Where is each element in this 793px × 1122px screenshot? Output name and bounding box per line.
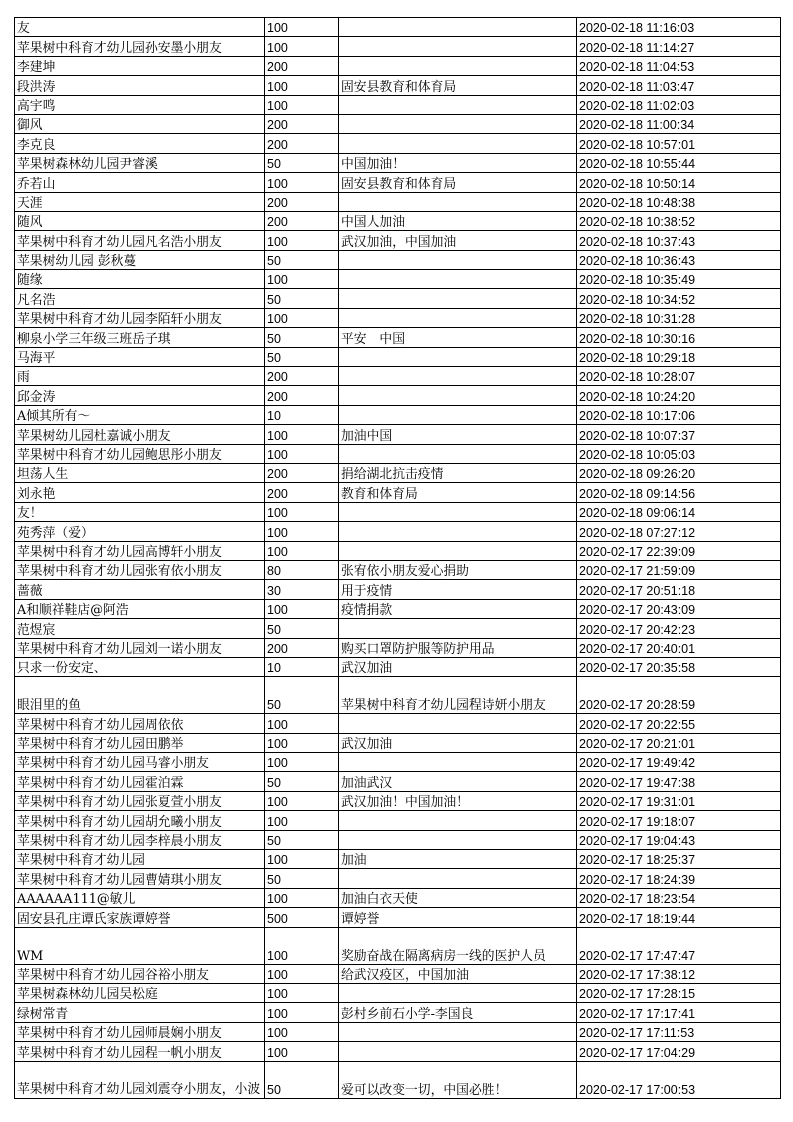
timestamp-cell: 2020-02-17 17:17:41 xyxy=(577,1003,781,1022)
timestamp-cell: 2020-02-17 17:47:47 xyxy=(577,927,781,964)
donor-name-cell: 马海平 xyxy=(15,347,265,366)
donor-name-cell: 苹果树中科育才幼儿园凡名浩小朋友 xyxy=(15,231,265,250)
timestamp-cell: 2020-02-18 09:14:56 xyxy=(577,483,781,502)
amount-cell: 200 xyxy=(265,56,339,75)
amount-cell: 100 xyxy=(265,811,339,830)
amount-cell: 100 xyxy=(265,927,339,964)
timestamp-cell: 2020-02-18 09:06:14 xyxy=(577,502,781,521)
table-row xyxy=(15,1003,781,1022)
donor-name-cell: 苹果树中科育才幼儿园霍泊霖 xyxy=(15,772,265,791)
table-row xyxy=(15,211,781,230)
table-row xyxy=(15,657,781,676)
message-cell xyxy=(339,522,577,541)
message-cell xyxy=(339,114,577,133)
timestamp-cell: 2020-02-18 11:04:53 xyxy=(577,56,781,75)
timestamp-cell: 2020-02-17 20:42:23 xyxy=(577,619,781,638)
table-row xyxy=(15,869,781,888)
amount-cell: 50 xyxy=(265,153,339,172)
message-cell: 加油白衣天使 xyxy=(339,888,577,907)
donor-name-cell: 雨 xyxy=(15,367,265,386)
timestamp-cell: 2020-02-18 11:14:27 xyxy=(577,37,781,56)
amount-cell: 100 xyxy=(265,541,339,560)
table-row xyxy=(15,134,781,153)
timestamp-cell: 2020-02-17 19:31:01 xyxy=(577,791,781,810)
donor-name-cell: 友！ xyxy=(15,502,265,521)
timestamp-cell: 2020-02-17 18:23:54 xyxy=(577,888,781,907)
amount-cell: 100 xyxy=(265,714,339,733)
donor-name-cell: 苹果树森林幼儿园吴松庭 xyxy=(15,983,265,1002)
amount-cell: 200 xyxy=(265,367,339,386)
donor-name-cell: 苹果树中科育才幼儿园张宥依小朋友 xyxy=(15,560,265,579)
donor-name-cell: 高宇鸣 xyxy=(15,95,265,114)
timestamp-cell: 2020-02-18 10:07:37 xyxy=(577,425,781,444)
table-row xyxy=(15,888,781,907)
donor-name-cell: 苹果树中科育才幼儿园孙安墨小朋友 xyxy=(15,37,265,56)
timestamp-cell: 2020-02-17 21:59:09 xyxy=(577,560,781,579)
amount-cell: 200 xyxy=(265,114,339,133)
table-row xyxy=(15,425,781,444)
table-row xyxy=(15,483,781,502)
message-cell xyxy=(339,502,577,521)
message-cell xyxy=(339,386,577,405)
donor-name-cell: 苹果树中科育才幼儿园李梓晨小朋友 xyxy=(15,830,265,849)
timestamp-cell: 2020-02-18 10:48:38 xyxy=(577,192,781,211)
table-row xyxy=(15,580,781,599)
timestamp-cell: 2020-02-17 17:00:53 xyxy=(577,1061,781,1098)
message-cell xyxy=(339,192,577,211)
table-row xyxy=(15,192,781,211)
table-row xyxy=(15,444,781,463)
donor-name-cell: 苹果树中科育才幼儿园马睿小朋友 xyxy=(15,753,265,772)
amount-cell: 10 xyxy=(265,405,339,424)
table-row xyxy=(15,153,781,172)
message-cell xyxy=(339,811,577,830)
table-row xyxy=(15,76,781,95)
amount-cell: 10 xyxy=(265,657,339,676)
message-cell xyxy=(339,753,577,772)
timestamp-cell: 2020-02-18 10:31:28 xyxy=(577,308,781,327)
timestamp-cell: 2020-02-18 10:29:18 xyxy=(577,347,781,366)
table-row xyxy=(15,811,781,830)
timestamp-cell: 2020-02-17 17:11:53 xyxy=(577,1022,781,1041)
message-cell xyxy=(339,1022,577,1041)
timestamp-cell: 2020-02-18 11:02:03 xyxy=(577,95,781,114)
message-cell xyxy=(339,250,577,269)
timestamp-cell: 2020-02-18 10:30:16 xyxy=(577,328,781,347)
timestamp-cell: 2020-02-18 10:28:07 xyxy=(577,367,781,386)
message-cell: 加油中国 xyxy=(339,425,577,444)
donor-name-cell: 段洪涛 xyxy=(15,76,265,95)
message-cell xyxy=(339,541,577,560)
timestamp-cell: 2020-02-18 09:26:20 xyxy=(577,463,781,482)
amount-cell: 100 xyxy=(265,888,339,907)
donor-name-cell: 苹果树中科育才幼儿园张夏萱小朋友 xyxy=(15,791,265,810)
amount-cell: 50 xyxy=(265,250,339,269)
amount-cell: 100 xyxy=(265,1042,339,1061)
amount-cell: 200 xyxy=(265,386,339,405)
timestamp-cell: 2020-02-18 10:34:52 xyxy=(577,289,781,308)
timestamp-cell: 2020-02-17 19:47:38 xyxy=(577,772,781,791)
donor-name-cell: 眼泪里的鱼 xyxy=(15,677,265,714)
table-row xyxy=(15,599,781,618)
amount-cell: 100 xyxy=(265,173,339,192)
message-cell xyxy=(339,1042,577,1061)
amount-cell: 50 xyxy=(265,619,339,638)
table-row xyxy=(15,908,781,927)
table-row xyxy=(15,560,781,579)
donor-name-cell: 苹果树中科育才幼儿园 xyxy=(15,850,265,869)
message-cell: 苹果树中科育才幼儿园程诗妍小朋友 xyxy=(339,677,577,714)
amount-cell: 200 xyxy=(265,134,339,153)
donor-name-cell: A倾其所有～ xyxy=(15,405,265,424)
table-row xyxy=(15,114,781,133)
table-row xyxy=(15,983,781,1002)
donor-name-cell: AAAAAA111@敏儿 xyxy=(15,888,265,907)
table-row xyxy=(15,791,781,810)
timestamp-cell: 2020-02-18 10:38:52 xyxy=(577,211,781,230)
message-cell xyxy=(339,308,577,327)
amount-cell: 100 xyxy=(265,76,339,95)
amount-cell: 100 xyxy=(265,425,339,444)
amount-cell: 50 xyxy=(265,772,339,791)
donor-name-cell: 绿树常青 xyxy=(15,1003,265,1022)
amount-cell: 100 xyxy=(265,270,339,289)
message-cell xyxy=(339,983,577,1002)
table-row xyxy=(15,772,781,791)
timestamp-cell: 2020-02-17 18:24:39 xyxy=(577,869,781,888)
message-cell xyxy=(339,18,577,37)
timestamp-cell: 2020-02-17 17:04:29 xyxy=(577,1042,781,1061)
message-cell xyxy=(339,37,577,56)
table-row xyxy=(15,95,781,114)
table-row xyxy=(15,56,781,75)
timestamp-cell: 2020-02-17 20:51:18 xyxy=(577,580,781,599)
amount-cell: 100 xyxy=(265,983,339,1002)
donor-name-cell: 固安县孔庄谭氏家族谭婷誉 xyxy=(15,908,265,927)
donor-name-cell: 御风 xyxy=(15,114,265,133)
amount-cell: 100 xyxy=(265,502,339,521)
message-cell: 武汉加油 xyxy=(339,657,577,676)
table-row xyxy=(15,1042,781,1061)
donor-name-cell: 苹果树中科育才幼儿园刘一诺小朋友 xyxy=(15,638,265,657)
amount-cell: 50 xyxy=(265,869,339,888)
message-cell: 彭村乡前石小学-李国良 xyxy=(339,1003,577,1022)
message-cell: 固安县教育和体育局 xyxy=(339,173,577,192)
table-row xyxy=(15,328,781,347)
message-cell xyxy=(339,289,577,308)
amount-cell: 200 xyxy=(265,192,339,211)
donor-name-cell: 友 xyxy=(15,18,265,37)
table-row xyxy=(15,502,781,521)
table-row xyxy=(15,714,781,733)
amount-cell: 100 xyxy=(265,1003,339,1022)
message-cell: 张宥依小朋友爱心捐助 xyxy=(339,560,577,579)
message-cell: 谭婷誉 xyxy=(339,908,577,927)
timestamp-cell: 2020-02-17 18:25:37 xyxy=(577,850,781,869)
table-row xyxy=(15,37,781,56)
timestamp-cell: 2020-02-18 10:57:01 xyxy=(577,134,781,153)
table-row xyxy=(15,1022,781,1041)
donor-name-cell: 柳泉小学三年级三班岳子琪 xyxy=(15,328,265,347)
message-cell: 购买口罩防护服等防护用品 xyxy=(339,638,577,657)
donor-name-cell: 苹果树中科育才幼儿园胡允曦小朋友 xyxy=(15,811,265,830)
message-cell: 平安 中国 xyxy=(339,328,577,347)
timestamp-cell: 2020-02-17 17:38:12 xyxy=(577,964,781,983)
timestamp-cell: 2020-02-17 19:04:43 xyxy=(577,830,781,849)
amount-cell: 100 xyxy=(265,444,339,463)
message-cell xyxy=(339,134,577,153)
message-cell: 中国人加油 xyxy=(339,211,577,230)
donor-name-cell: 苹果树中科育才幼儿园师晨娴小朋友 xyxy=(15,1022,265,1041)
message-cell: 用于疫情 xyxy=(339,580,577,599)
timestamp-cell: 2020-02-18 10:36:43 xyxy=(577,250,781,269)
donor-name-cell: 苹果树中科育才幼儿园田鹏举 xyxy=(15,733,265,752)
message-cell: 固安县教育和体育局 xyxy=(339,76,577,95)
donor-name-cell: 李克良 xyxy=(15,134,265,153)
amount-cell: 100 xyxy=(265,231,339,250)
message-cell xyxy=(339,830,577,849)
table-row xyxy=(15,964,781,983)
table-row xyxy=(15,677,781,714)
donor-name-cell: 随风 xyxy=(15,211,265,230)
message-cell: 武汉加油！中国加油！ xyxy=(339,791,577,810)
table-row xyxy=(15,541,781,560)
message-cell xyxy=(339,56,577,75)
amount-cell: 100 xyxy=(265,95,339,114)
table-row xyxy=(15,850,781,869)
amount-cell: 50 xyxy=(265,289,339,308)
donor-name-cell: 苹果树森林幼儿园尹睿溪 xyxy=(15,153,265,172)
donor-name-cell: 苹果树中科育才幼儿园周依依 xyxy=(15,714,265,733)
amount-cell: 50 xyxy=(265,347,339,366)
timestamp-cell: 2020-02-17 20:35:58 xyxy=(577,657,781,676)
donor-name-cell: 苹果树幼儿园 彭秋蔓 xyxy=(15,250,265,269)
table-row xyxy=(15,367,781,386)
timestamp-cell: 2020-02-17 22:39:09 xyxy=(577,541,781,560)
table-row xyxy=(15,638,781,657)
donor-name-cell: 苹果树中科育才幼儿园鲍思彤小朋友 xyxy=(15,444,265,463)
timestamp-cell: 2020-02-18 10:05:03 xyxy=(577,444,781,463)
table-row xyxy=(15,733,781,752)
message-cell: 捐给湖北抗击疫情 xyxy=(339,463,577,482)
table-row xyxy=(15,463,781,482)
message-cell: 加油武汉 xyxy=(339,772,577,791)
donor-name-cell: 随缘 xyxy=(15,270,265,289)
table-row xyxy=(15,386,781,405)
message-cell: 教育和体育局 xyxy=(339,483,577,502)
amount-cell: 100 xyxy=(265,1022,339,1041)
amount-cell: 80 xyxy=(265,560,339,579)
donation-sheet xyxy=(14,17,780,1099)
message-cell: 加油 xyxy=(339,850,577,869)
amount-cell: 50 xyxy=(265,677,339,714)
amount-cell: 30 xyxy=(265,580,339,599)
timestamp-cell: 2020-02-17 20:21:01 xyxy=(577,733,781,752)
table-row xyxy=(15,18,781,37)
donor-name-cell: 苹果树幼儿园杜嘉诚小朋友 xyxy=(15,425,265,444)
table-row xyxy=(15,270,781,289)
table-row xyxy=(15,927,781,964)
amount-cell: 100 xyxy=(265,850,339,869)
message-cell xyxy=(339,714,577,733)
timestamp-cell: 2020-02-18 11:00:34 xyxy=(577,114,781,133)
amount-cell: 100 xyxy=(265,599,339,618)
message-cell xyxy=(339,444,577,463)
donor-name-cell: 邱金涛 xyxy=(15,386,265,405)
table-row xyxy=(15,231,781,250)
amount-cell: 100 xyxy=(265,791,339,810)
timestamp-cell: 2020-02-18 10:24:20 xyxy=(577,386,781,405)
timestamp-cell: 2020-02-17 18:19:44 xyxy=(577,908,781,927)
table-row xyxy=(15,753,781,772)
donor-name-cell: 天涯 xyxy=(15,192,265,211)
message-cell: 武汉加油，中国加油 xyxy=(339,231,577,250)
timestamp-cell: 2020-02-18 10:37:43 xyxy=(577,231,781,250)
amount-cell: 100 xyxy=(265,308,339,327)
message-cell: 武汉加油 xyxy=(339,733,577,752)
donor-name-cell: 苑秀萍（爱） xyxy=(15,522,265,541)
timestamp-cell: 2020-02-18 10:50:14 xyxy=(577,173,781,192)
donation-table-body xyxy=(15,18,781,1099)
timestamp-cell: 2020-02-18 11:16:03 xyxy=(577,18,781,37)
donor-name-cell: 李建坤 xyxy=(15,56,265,75)
timestamp-cell: 2020-02-17 17:28:15 xyxy=(577,983,781,1002)
donor-name-cell: 凡名浩 xyxy=(15,289,265,308)
timestamp-cell: 2020-02-18 07:27:12 xyxy=(577,522,781,541)
table-row xyxy=(15,173,781,192)
amount-cell: 200 xyxy=(265,463,339,482)
donor-name-cell: 苹果树中科育才幼儿园刘震夺小朋友，小波 xyxy=(15,1061,265,1098)
timestamp-cell: 2020-02-17 19:18:07 xyxy=(577,811,781,830)
timestamp-cell: 2020-02-18 10:35:49 xyxy=(577,270,781,289)
message-cell xyxy=(339,619,577,638)
amount-cell: 100 xyxy=(265,753,339,772)
donor-name-cell: 蔷薇 xyxy=(15,580,265,599)
table-row xyxy=(15,522,781,541)
donor-name-cell: 苹果树中科育才幼儿园高博轩小朋友 xyxy=(15,541,265,560)
message-cell: 疫情捐款 xyxy=(339,599,577,618)
table-row xyxy=(15,347,781,366)
amount-cell: 50 xyxy=(265,830,339,849)
timestamp-cell: 2020-02-18 10:17:06 xyxy=(577,405,781,424)
timestamp-cell: 2020-02-17 20:28:59 xyxy=(577,677,781,714)
amount-cell: 50 xyxy=(265,328,339,347)
timestamp-cell: 2020-02-17 20:40:01 xyxy=(577,638,781,657)
timestamp-cell: 2020-02-17 20:22:55 xyxy=(577,714,781,733)
amount-cell: 100 xyxy=(265,37,339,56)
donor-name-cell: 苹果树中科育才幼儿园李陌轩小朋友 xyxy=(15,308,265,327)
message-cell xyxy=(339,95,577,114)
amount-cell: 50 xyxy=(265,1061,339,1098)
table-row xyxy=(15,250,781,269)
amount-cell: 100 xyxy=(265,18,339,37)
donor-name-cell: A和顺祥鞋店@阿浩 xyxy=(15,599,265,618)
donor-name-cell: 范煜宸 xyxy=(15,619,265,638)
donor-name-cell: 刘永艳 xyxy=(15,483,265,502)
timestamp-cell: 2020-02-18 11:03:47 xyxy=(577,76,781,95)
amount-cell: 500 xyxy=(265,908,339,927)
timestamp-cell: 2020-02-17 19:49:42 xyxy=(577,753,781,772)
message-cell xyxy=(339,405,577,424)
donor-name-cell: 只求一份安定、 xyxy=(15,657,265,676)
amount-cell: 100 xyxy=(265,522,339,541)
timestamp-cell: 2020-02-17 20:43:09 xyxy=(577,599,781,618)
donor-name-cell: 苹果树中科育才幼儿园曹婧琪小朋友 xyxy=(15,869,265,888)
table-row xyxy=(15,289,781,308)
donor-name-cell: 坦荡人生 xyxy=(15,463,265,482)
table-row xyxy=(15,1061,781,1098)
donor-name-cell: 乔若山 xyxy=(15,173,265,192)
donation-table xyxy=(14,17,781,1099)
amount-cell: 200 xyxy=(265,483,339,502)
message-cell: 中国加油！ xyxy=(339,153,577,172)
donor-name-cell: WM xyxy=(15,927,265,964)
table-row xyxy=(15,619,781,638)
amount-cell: 100 xyxy=(265,964,339,983)
timestamp-cell: 2020-02-18 10:55:44 xyxy=(577,153,781,172)
donor-name-cell: 苹果树中科育才幼儿园程一帆小朋友 xyxy=(15,1042,265,1061)
message-cell xyxy=(339,869,577,888)
donor-name-cell: 苹果树中科育才幼儿园谷裕小朋友 xyxy=(15,964,265,983)
amount-cell: 200 xyxy=(265,638,339,657)
message-cell xyxy=(339,347,577,366)
table-row xyxy=(15,830,781,849)
amount-cell: 100 xyxy=(265,733,339,752)
message-cell: 给武汉疫区，中国加油 xyxy=(339,964,577,983)
amount-cell: 200 xyxy=(265,211,339,230)
message-cell: 爱可以改变一切，中国必胜！ xyxy=(339,1061,577,1098)
message-cell: 奖励奋战在隔离病房一线的医护人员 xyxy=(339,927,577,964)
table-row xyxy=(15,405,781,424)
message-cell xyxy=(339,367,577,386)
message-cell xyxy=(339,270,577,289)
table-row xyxy=(15,308,781,327)
